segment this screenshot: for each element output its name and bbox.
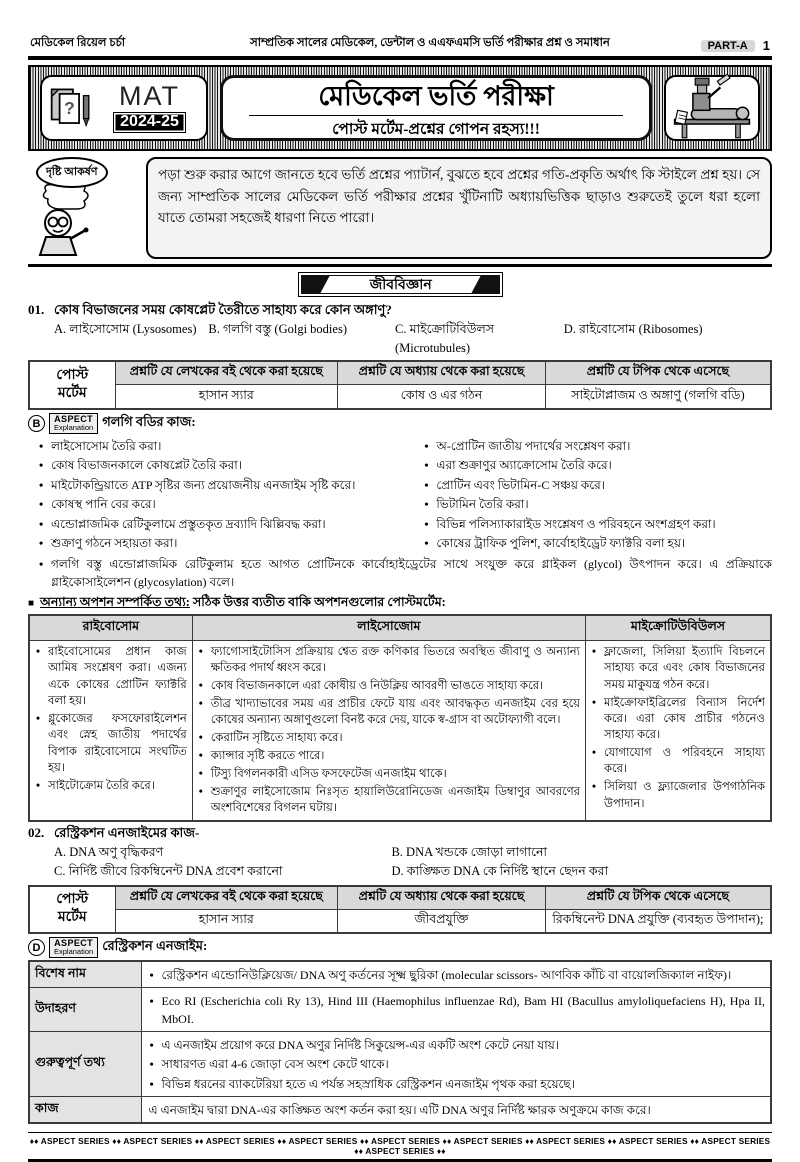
- aspect-explanation-badge: ASPECT Explanation: [49, 937, 98, 958]
- bullet-item: • কোষ বিভাজনকালে এরা কোষীয় ও নিউক্লিয় আবরণী ভাঙতে সাহায্য করে।: [198, 678, 580, 694]
- bullet-item: এ এনজাইম দ্বারা DNA-এর কাঙ্ক্ষিত অংশ কর্তন করা হয়। এটি DNA অণুর নির্দিষ্ট ক্ষারক অণুক্রমে কাজ করে।: [148, 1102, 651, 1117]
- other-options-title: অন্যান্য অপশন সম্পর্কিত তথ্য:: [40, 595, 190, 610]
- detail-label-important: গুরুত্বপূর্ণ তথ্য: [29, 1032, 141, 1097]
- bullet-item: • লাইসোসোম তৈরি করা।: [36, 437, 411, 455]
- detail-cell-function: [141, 1097, 771, 1124]
- other-options-note: [28, 594, 772, 612]
- pm-header-chapter: প্রশ্নটি যে অধ্যায় থেকে করা হয়েছে: [338, 886, 546, 910]
- scientist-cartoon: [28, 157, 140, 259]
- svg-text:?: ?: [63, 98, 75, 119]
- bullet-item: • ফ্যাগোসাইটোসিস প্রক্রিয়ায় শ্বেত রক্ত কণিকার ভিতরে অবস্থিত জীবাণু ও অন্যান্য ক্ষতিকর পদার্থ ধ্বংস করে।: [198, 644, 580, 677]
- bullet-item: • সাইটোক্রোম তৈরি করে।: [35, 778, 187, 794]
- option-item: D. রাইবোসোম (Ribosomes): [563, 321, 703, 336]
- question-02-text: রেস্ট্রিকশন এনজাইমের কাজ-: [54, 824, 200, 840]
- postmortem-illustration: [664, 75, 760, 141]
- detail-label-example: উদাহরণ: [29, 988, 141, 1032]
- answer-circle-q2: D: [28, 939, 45, 956]
- pm-header-chapter: প্রশ্নটি যে অধ্যায় থেকে করা হয়েছে: [338, 361, 546, 385]
- question-01-options: [28, 320, 772, 358]
- option-item: D. কাঙ্ক্ষিত DNA কে নির্দিষ্ট স্থানে ছেদন করা: [391, 864, 609, 879]
- pm-value-book: হাসান স্যার: [115, 385, 338, 409]
- bullet-item: • কোষের ট্রাফিক পুলিশ, কার্বোহাইড্রেট ফ্যাক্টরি বলা হয়।: [421, 534, 772, 552]
- question-paper-icon: [49, 82, 95, 134]
- pm-value-book: হাসান স্যার: [115, 909, 338, 933]
- pm-value-topic: রিকম্বিনেন্ট DNA প্রযুক্তি (ব্যবহৃত উপাদান);: [545, 909, 771, 933]
- bullet-item: • এ এনজাইম প্রয়োগ করে DNA অণুর নির্দিষ্ট সিকুয়েন্স-এর একটি অংশ কেটে নেয়া যায়।: [147, 1036, 766, 1054]
- notice-text: পড়া শুরু করার আগে জানতে হবে ভর্তি প্রশ্নের প্যাটার্ন, বুঝতে হবে প্রশ্নের গতি-প্রকৃতি অর্থাৎ কি স্টাইলে প্রশ্ন হয়। সে জন্য সাম্প্রতিক সালের মেডিকেল ভর্তি পরীক্ষার প্রশ্নের খুঁটিনাটি অধ্যায়ভিত্তিক ছাড়াও শুরুতেই তুলে ধরা হলো যাতে তোমরা সহজেই ধারণা নিতে পারো।: [146, 157, 772, 259]
- postmortem-table-q1: [28, 360, 772, 410]
- postmortem-label: পোস্ট মর্টেম: [29, 361, 115, 409]
- pm-header-book: প্রশ্নটি যে লেখকের বই থেকে করা হয়েছে: [115, 361, 338, 385]
- book-title: মেডিকেল রিয়েল চর্চা: [30, 37, 126, 49]
- bullet-item: • কোষ বিভাজনকালে কোষপ্লেট তৈরি করা।: [36, 456, 411, 474]
- detail-cell-special-name: [141, 961, 771, 988]
- section-divider: [28, 264, 772, 267]
- cmp-cell-lysosome: [192, 640, 585, 821]
- attention-bubble: দৃষ্টি আকর্ষণ: [36, 157, 108, 188]
- cmp-cell-ribosome: [29, 640, 192, 821]
- bullet-item: • সাধারণত এরা 4-6 জোড়া বেস অংশ কেটে থাকে।: [147, 1055, 766, 1073]
- cmp-header-ribosome: রাইবোসোম: [29, 615, 192, 641]
- bullet-item: • গলগি বস্তু এন্ডোপ্লাজমিক রেটিকুলাম হতে আগত প্রোটিনকে কার্বোহাইড্রেটের সাথে সংযুক্ত করে গ্লাইকল (glycol) উৎপাদন করে। এ প্রক্রিয়াকে গ্লাইকোসাইলেশন (glycosylation) বলে।: [36, 555, 772, 591]
- pm-value-chapter: জীবপ্রযুক্তি: [338, 909, 546, 933]
- question-01-text: কোষ বিভাজনের সময় কোষপ্লেট তৈরীতে সাহায্য করে কোন অঙ্গাণু?: [54, 302, 392, 317]
- pm-value-topic: সাইটোপ্লাজম ও অঙ্গাণু (গলগি বডি): [545, 385, 771, 409]
- bullet-item: • মাইক্রোফাইব্রিলের বিন্যাস নির্দেশ করে। এরা কোষ প্রাচীর গঠনেও সাহায্য করে।: [591, 695, 765, 744]
- bullet-item: • ক্যান্সার সৃষ্টি করতে পারে।: [198, 748, 580, 764]
- part-badge: PART-A: [701, 40, 755, 52]
- mat-logo: [40, 75, 208, 141]
- square-bullet-icon: ■: [28, 598, 35, 610]
- header-divider: [28, 56, 772, 60]
- aspect-explanation-badge: ASPECT Explanation: [49, 413, 98, 434]
- detail-cell-important: [141, 1032, 771, 1097]
- explanation-title-q2: রেস্ট্রিকশন এনজাইম:: [102, 938, 208, 954]
- bullet-item: • রেস্ট্রিকশন এন্ডোনিউক্লিয়েজ/ DNA অণু কর্তনের সূক্ষ্ম ছুরিকা (molecular scissors- আণবিক কাঁচি বা বায়োলজিক্যাল নাইফ)।: [147, 966, 766, 984]
- pm-value-chapter: কোষ ও এর গঠন: [338, 385, 546, 409]
- bullet-item: • এরা শুক্রাণুর অ্যাক্রোসোম তৈরি করে।: [421, 456, 772, 474]
- option-item: A. লাইসোসোম (Lysosomes): [54, 321, 197, 336]
- option-item: C. নির্দিষ্ট জীবে রিকম্বিনেন্ট DNA প্রবেশ করানো: [54, 864, 283, 879]
- detail-cell-example: [141, 988, 771, 1032]
- bullet-item: • শুক্রাণু গঠনে সহায়তা করা।: [36, 534, 411, 552]
- restriction-enzyme-table: [28, 960, 772, 1124]
- bullet-item: • ভিটামিন তৈরি করা।: [421, 495, 772, 513]
- option-comparison-table: [28, 614, 772, 822]
- golgi-functions-right: [421, 435, 772, 554]
- section-banner-label: জীববিজ্ঞান: [369, 277, 431, 293]
- detail-label-special-name: বিশেষ নাম: [29, 961, 141, 988]
- question-02-number: 02.: [28, 824, 45, 840]
- option-item: B. DNA খন্ডকে জোড়া লাগানো: [391, 844, 548, 859]
- golgi-functions-full: [28, 555, 772, 591]
- bullet-item: • ফ্লাজেলা, সিলিয়া ইত্যাদি বিচলনে সাহায্য করে এবং কোষ বিভাজনের সময় মাকুযন্ত্র গঠন করে।: [591, 644, 765, 693]
- bullet-item: • অ-প্রোটিন জাতীয় পদার্থের সংশ্লেষণ করা।: [421, 437, 772, 455]
- explanation-title-q1: গলগি বডির কাজ:: [102, 414, 196, 429]
- attention-section: [28, 157, 772, 259]
- bullet-item: • গ্লুকোজের ফসফোরাইলেশন এবং স্নেহ জাতীয় পদার্থের বিপাক রাইবোসোমে সংঘটিত হয়।: [35, 711, 187, 776]
- bullet-item: • সিলিয়া ও ফ্ল্যাজেলার উপগাঠনিক উপাদান।: [591, 779, 765, 812]
- main-title: মেডিকেল ভর্তি পরীক্ষা: [318, 81, 554, 111]
- bullet-item: • তীব্র খাদ্যাভাবের সময় এর প্রাচীর ফেটে যায় এবং আবদ্ধকৃত এনজাইম বের হয়ে কোষের অন্যান্য অঙ্গাণুগুলো বিনষ্ট করে দেয়, যাকে স্ব-গ্রাস বা অটোফ্যাগী বলে।: [198, 696, 580, 729]
- option-item: A. DNA অণু বৃদ্ধিকরণ: [54, 844, 164, 859]
- question-01: [28, 301, 772, 320]
- cmp-header-lysosome: লাইসোজোম: [192, 615, 585, 641]
- option-item: B. গলগি বস্তু (Golgi bodies): [208, 321, 347, 336]
- bullet-item: • কেরাটিন সৃষ্টিতে সাহায্য করে।: [198, 730, 580, 746]
- masthead-title-box: [220, 75, 652, 141]
- answer-explanation-q1: [28, 413, 772, 434]
- pm-header-topic: প্রশ্নটি যে টপিক থেকে এসেছে: [545, 361, 771, 385]
- bullet-item: • প্রোটিন এবং ভিটামিন-C সঞ্চয় করে।: [421, 476, 772, 494]
- bullet-item: • মাইটোকন্ড্রিয়াতে ATP সৃষ্টির জন্য প্রয়োজনীয় এনজাইম সৃষ্টি করে।: [36, 476, 411, 494]
- question-02: [28, 824, 772, 843]
- bullet-item: • রাইবোসোমের প্রধান কাজ আমিষ সংশ্লেষণ করা। এজন্য একে কোষের প্রোটিন ফ্যাক্টরি বলা হয়।: [35, 644, 187, 709]
- bullet-item: • কোষস্থ পানি বের করে।: [36, 495, 411, 513]
- detail-label-function: কাজ: [29, 1097, 141, 1124]
- bullet-item: • এন্ডোপ্লাজমিক রেটিকুলামে প্রস্তুতকৃত দ্রব্যাদি ঝিল্লিবদ্ধ করা।: [36, 515, 411, 533]
- masthead: [28, 65, 772, 151]
- bullet-item: • বিভিন্ন ধরনের ব্যাকটেরিয়া হতে এ পর্যন্ত সহস্রাধিক রেস্ট্রিকশন এনজাইম পৃথক করা হয়েছে।: [147, 1075, 766, 1093]
- pm-header-topic: প্রশ্নটি যে টপিক থেকে এসেছে: [545, 886, 771, 910]
- mat-logo-year: 2024-25: [113, 112, 186, 133]
- bullet-item: • শুক্রাণুর লাইসোজোম নিঃসৃত হায়ালিউরোনিডেজ এনজাইম ডিম্বাণুর আবরণের অংশবিশেষের বিগলন ঘটায়।: [198, 784, 580, 817]
- mat-logo-title: MAT: [119, 81, 180, 111]
- bullet-item: • বিভিন্ন পলিস্যাকারাইড সংশ্লেষণ ও পরিবহনে অংশগ্রহণ করা।: [421, 515, 772, 533]
- question-01-number: 01.: [28, 302, 45, 317]
- postmortem-label: পোস্ট মর্টেম: [29, 886, 115, 934]
- doctor-autopsy-icon: [670, 75, 754, 141]
- postmortem-table-q2: [28, 885, 772, 935]
- page-number: 1: [762, 38, 770, 53]
- golgi-functions-left: [36, 435, 411, 554]
- golgi-functions: [28, 435, 772, 554]
- pm-header-book: প্রশ্নটি যে লেখকের বই থেকে করা হয়েছে: [115, 886, 338, 910]
- answer-explanation-q2: [28, 937, 772, 958]
- other-options-rest: সঠিক উত্তর ব্যতীত বাকি অপশনগুলোর পোস্টমর্টেম:: [193, 595, 446, 610]
- option-item: C. মাইক্রোটিবিউলস (Microtubules): [395, 321, 495, 355]
- header-subtitle: সাম্প্রতিক সালের মেডিকেল, ডেন্টাল ও এএফএমসি ভর্তি পরীক্ষার প্রশ্ন ও সমাধান: [250, 37, 610, 49]
- bullet-item: • যোগাযোগ ও পরিবহনে সাহায্য করে।: [591, 745, 765, 778]
- question-02-options: [28, 843, 772, 882]
- cmp-header-microtubules: মাইক্রোটিউবিউলস: [585, 615, 771, 641]
- answer-circle-q1: B: [28, 415, 45, 432]
- footer-series-strip: ♦♦ ASPECT SERIES ♦♦ ASPECT SERIES ♦♦ ASPECT SERIES ♦♦ ASPECT SERIES ♦♦ ASPECT SERIES ♦♦ ASPECT SERIES ♦♦ ASPECT SERIES ♦♦ ASPECT SERIES ♦♦ ASPECT SERIES ♦♦ ASPECT SERIES ♦♦: [28, 1132, 772, 1162]
- bullet-item: • Eco RI (Escherichia coli Ry 13), Hind III (Haemophilus influenzae Rd), Bam HI (Bacullus amyloliquefaciens H), Hpa II, MbOI.: [147, 992, 766, 1028]
- title-divider: [249, 115, 623, 116]
- bullet-item: • টিস্যু বিগলনকারী এসিড ফসফেটেজ এনজাইম থাকে।: [198, 766, 580, 782]
- main-subtitle: পোস্ট মর্টেম-প্রশ্নের গোপন রহস্য!!!: [332, 120, 540, 138]
- section-banner: [298, 272, 503, 297]
- cmp-cell-microtubules: [585, 640, 771, 821]
- page-header: [28, 34, 772, 56]
